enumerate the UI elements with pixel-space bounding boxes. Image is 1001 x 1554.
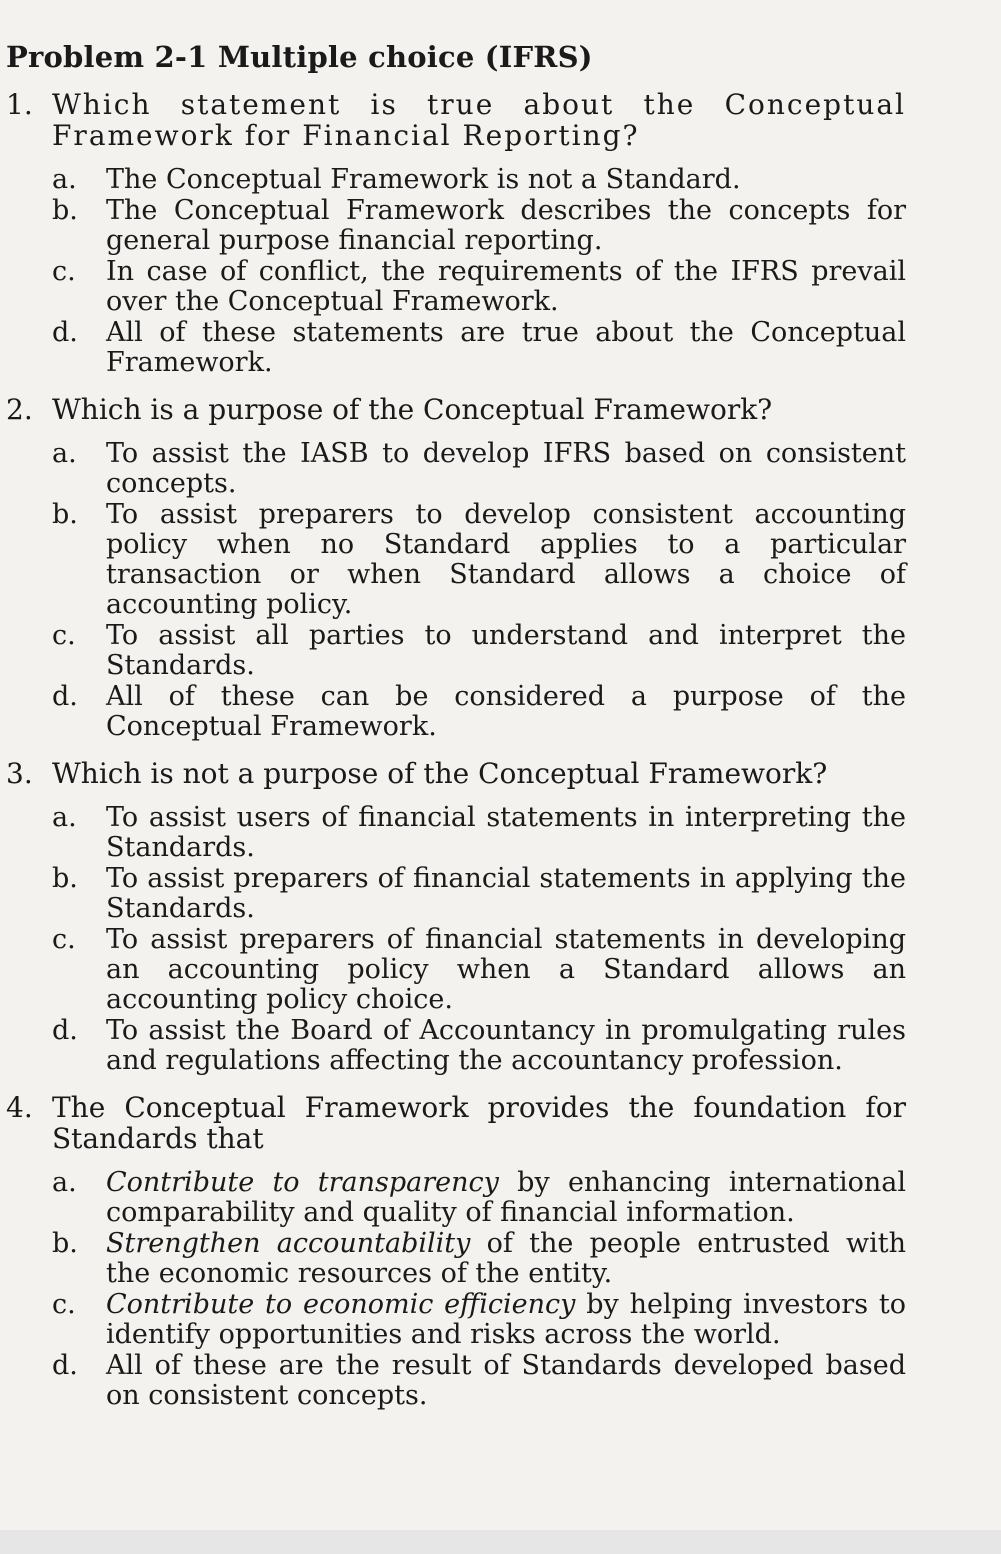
option-c: [52, 257, 906, 317]
option-text: To assist the IASB to develop IFRS based on consistent concepts.: [106, 437, 906, 499]
option-letter: b.: [52, 862, 78, 894]
option-letter: a.: [52, 163, 77, 195]
options-list: [6, 165, 906, 378]
option-body: by enhancing international comparability and quality of financial information.: [106, 1166, 906, 1228]
option-a: [52, 439, 906, 499]
question-4: [6, 1092, 906, 1411]
option-d: [52, 682, 906, 742]
option-text: [106, 1229, 906, 1289]
option-text: All of these can be considered a purpose of the Conceptual Framework.: [106, 680, 906, 742]
document-content: [6, 40, 906, 1427]
option-letter: a.: [52, 801, 77, 833]
question-number: 1.: [6, 87, 33, 121]
option-letter: b.: [52, 194, 78, 226]
option-letter: b.: [52, 1227, 78, 1259]
option-body: of the people entrusted with the economic resources of the entity.: [106, 1227, 906, 1289]
option-letter: d.: [52, 680, 78, 712]
option-d: [52, 1016, 906, 1076]
option-text: To assist preparers of financial statements in developing an accounting policy when a Standard allows an accounting policy choice.: [106, 923, 906, 1015]
option-b: [52, 1229, 906, 1289]
question-number: 4.: [6, 1090, 33, 1124]
option-text: To assist all parties to understand and interpret the Standards.: [106, 619, 906, 681]
option-b: [52, 196, 906, 256]
question-3: [6, 758, 906, 1076]
question-text: The Conceptual Framework provides the foundation for Standards that: [52, 1090, 906, 1155]
question-2: [6, 394, 906, 742]
option-text: To assist preparers of financial statements in applying the Standards.: [106, 862, 906, 924]
option-c: [52, 621, 906, 681]
option-text: [106, 1168, 906, 1228]
question-header: [6, 1092, 906, 1154]
option-text: To assist the Board of Accountancy in promulgating rules and regulations affecting the accountancy profession.: [106, 1014, 906, 1076]
option-letter: c.: [52, 1288, 76, 1320]
page-bottom-edge: [0, 1530, 1001, 1554]
options-list: [6, 803, 906, 1076]
option-b: [52, 864, 906, 924]
question-1: [6, 89, 906, 378]
option-b: [52, 500, 906, 620]
page-title: Problem 2-1 Multiple choice (IFRS): [6, 40, 593, 74]
question-text: Which is not a purpose of the Conceptual Framework?: [52, 756, 828, 790]
question-header: [6, 394, 906, 425]
option-emphasis: Contribute to economic efficiency: [106, 1288, 576, 1320]
question-number: 2.: [6, 392, 33, 426]
option-c: [52, 1290, 906, 1350]
option-letter: b.: [52, 498, 78, 530]
option-text: The Conceptual Framework describes the concepts for general purpose financial reporting.: [106, 194, 906, 256]
question-text: Which statement is true about the Conceptual Framework for Financial Reporting?: [52, 87, 906, 152]
option-emphasis: Contribute to transparency: [106, 1166, 499, 1198]
option-text: To assist users of financial statements in interpreting the Standards.: [106, 801, 906, 863]
option-a: [52, 1168, 906, 1228]
option-a: [52, 165, 906, 195]
option-letter: d.: [52, 1014, 78, 1046]
option-text: All of these are the result of Standards developed based on consistent concepts.: [106, 1349, 906, 1411]
option-letter: c.: [52, 255, 76, 287]
option-d: [52, 1351, 906, 1411]
question-header: [6, 89, 906, 151]
question-header: [6, 758, 906, 789]
options-list: [6, 1168, 906, 1411]
option-a: [52, 803, 906, 863]
option-c: [52, 925, 906, 1015]
option-emphasis: Strengthen accountability: [106, 1227, 471, 1259]
option-letter: d.: [52, 316, 78, 348]
question-number: 3.: [6, 756, 33, 790]
option-text: To assist preparers to develop consistent accounting policy when no Standard applies to a particular transaction or when Standard allows a choice of accounting policy.: [106, 498, 906, 620]
option-text: [106, 1290, 906, 1350]
option-text: All of these statements are true about the Conceptual Framework.: [106, 316, 906, 378]
option-letter: c.: [52, 619, 76, 651]
option-letter: d.: [52, 1349, 78, 1381]
options-list: [6, 439, 906, 742]
option-body: by helping investors to identify opportunities and risks across the world.: [106, 1288, 906, 1350]
option-text: In case of conflict, the requirements of the IFRS prevail over the Conceptual Framework.: [106, 255, 906, 317]
question-text: Which is a purpose of the Conceptual Framework?: [52, 392, 773, 426]
option-d: [52, 318, 906, 378]
option-letter: a.: [52, 437, 77, 469]
option-letter: c.: [52, 923, 76, 955]
option-text: The Conceptual Framework is not a Standard.: [106, 163, 741, 195]
option-letter: a.: [52, 1166, 77, 1198]
